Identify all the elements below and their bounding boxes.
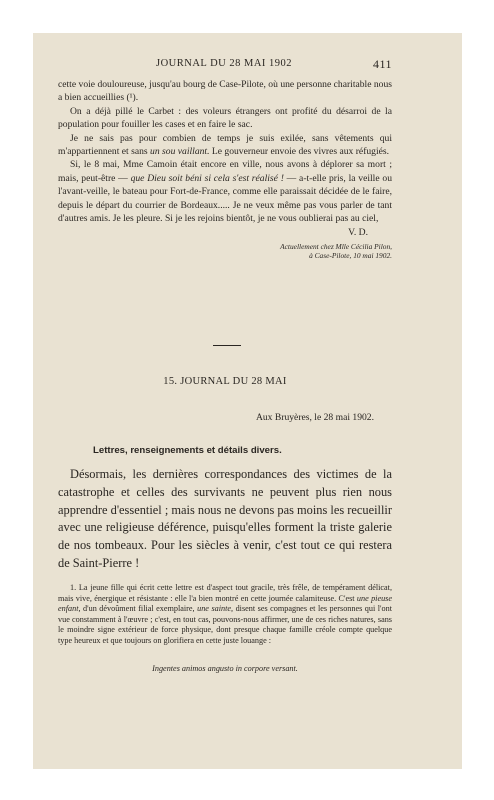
letter-paragraph: cette voie douloureuse, jusqu'au bourg de Case-Pilote, où une personne charitable nous a bien accueillies (¹).	[58, 79, 392, 104]
dateline: Aux Bruyères, le 28 mai 1902.	[255, 412, 374, 423]
section-title: 15. JOURNAL DU 28 MAI	[163, 376, 287, 387]
section-subheading: Lettres, renseignements et détails divers.	[93, 445, 282, 456]
running-title: JOURNAL DU 28 MAI 1902	[156, 58, 293, 69]
emphasis-run: une sainte,	[197, 604, 234, 614]
lead-paragraph: Désormais, les dernières correspondances des victimes de la catastrophe et celles des survivants ne peuvent plus rien nous apprendre d'essentiel ; mais nous ne devons pas moins les recueillir avec une religieuse déférence, puisqu'elles forment la triste galerie de nos tombeaux. Pour les siècles à venir, c'est tout ce qui restera de Saint-Pierre !	[58, 467, 392, 570]
letter-attribution	[58, 242, 392, 260]
letter-paragraph	[58, 132, 392, 159]
emphasis-run: un sou vaillant.	[150, 146, 210, 158]
page-number: 411	[372, 57, 392, 71]
text-run: Le gouverneur envoie des vivres aux réfugiés.	[209, 146, 390, 158]
attribution-line: à Case-Pilote, 10 mai 1902.	[309, 250, 392, 260]
emphasis-run: une pieuse enfant,	[58, 593, 392, 614]
text-run: disent ses compagnes et les personnes qui l'ont vue constamment à l'œuvre ; c'est, en tout cas, pouvons-nous affirmer, une de ces riches natures, sans le moindre signe extérieur de force physique, dont presque chaque famille créole compte quelque type heureux et que toujours on glorifiera en cette juste louange :	[58, 604, 392, 645]
text-run: — a-t-elle pris, la veille ou l'avant-veille, le bateau pour Fort-de-France, comme elle paraissait décidée de le faire, depuis le départ du courrier de Bordeaux..... Je ne veux même pas vous parler de tant d'autres amis. Je les pleure. Si je les rejoins bientôt, je ne vous oublierai pas au ciel,	[58, 172, 392, 225]
text-run: 1. La jeune fille qui écrit cette lettre est d'aspect tout gracile, très frêle, de tempérament délicat, mais vive, énergique et résistante : elle l'a bien montré en cette journée calamiteuse. C'est	[58, 583, 392, 603]
text-run: Si, le 8 mai, Mme Camoin était encore en ville, nous avons à déplorer sa mort ; mais, peut-être —	[58, 159, 392, 184]
letter-paragraph	[58, 158, 392, 225]
latin-quotation: Ingentes animos angusto in corpore versant.	[152, 664, 298, 673]
letter-signature: V. D.	[348, 227, 368, 239]
emphasis-run: que Dieu soit béni si cela s'est réalisé !	[130, 172, 284, 184]
section-divider	[213, 345, 241, 346]
text-run: d'un dévoûment filial exemplaire,	[80, 604, 198, 614]
text-run: Je ne sais pas pour combien de temps je suis exilée, sans vêtements qui m'appartiennent et sans	[58, 132, 392, 158]
footnote	[58, 583, 392, 647]
attribution-line: Actuellement chez Mlle Cécilia Pilon,	[280, 241, 392, 251]
letter-paragraph: On a déjà pillé le Carbet : des voleurs étrangers ont profité du désarroi de la population pour fouiller les cases et en faire le sac.	[58, 105, 392, 131]
letter-body	[58, 78, 392, 260]
